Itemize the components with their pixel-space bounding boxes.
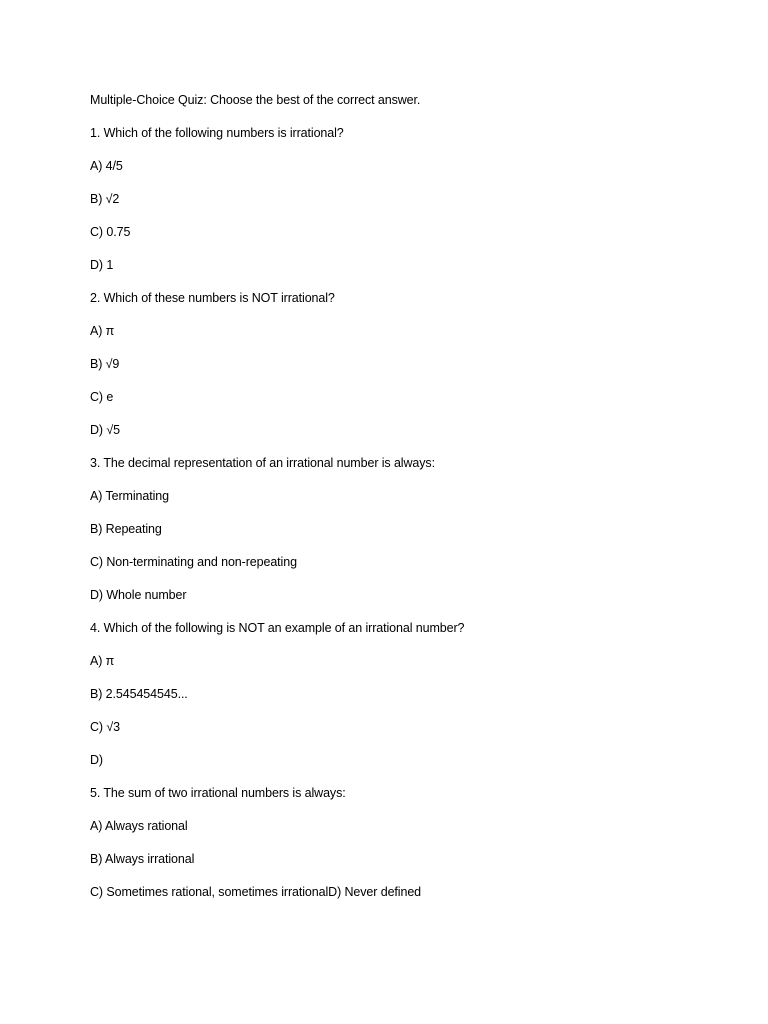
question-5: 5. The sum of two irrational numbers is always: <box>90 786 346 800</box>
question-2-option-b: B) √9 <box>90 357 120 371</box>
question-1-option-c: C) 0.75 <box>90 225 131 239</box>
question-2: 2. Which of these numbers is NOT irrational? <box>90 291 335 305</box>
question-4-option-d: D) <box>90 753 103 767</box>
question-5-option-a: A) Always rational <box>90 819 188 833</box>
question-3: 3. The decimal representation of an irrational number is always: <box>90 456 435 470</box>
question-4: 4. Which of the following is NOT an example of an irrational number? <box>90 621 465 635</box>
quiz-instructions: Multiple-Choice Quiz: Choose the best of the correct answer. <box>90 93 421 107</box>
question-2-option-d: D) √5 <box>90 423 120 437</box>
question-3-option-d: D) Whole number <box>90 588 187 602</box>
question-4-option-b: B) 2.545454545... <box>90 687 188 701</box>
question-1-option-a: A) 4/5 <box>90 159 123 173</box>
document-body <box>90 92 690 917</box>
question-2-option-c: C) e <box>90 390 114 404</box>
question-4-option-c: C) √3 <box>90 720 120 734</box>
question-1-option-d: D) 1 <box>90 258 114 272</box>
question-5-option-c: C) Sometimes rational, sometimes irrationalD) Never defined <box>90 885 422 899</box>
question-4-option-a: A) π <box>90 654 115 668</box>
question-2-option-a: A) π <box>90 324 115 338</box>
question-5-option-b: B) Always irrational <box>90 852 195 866</box>
question-1: 1. Which of the following numbers is irrational? <box>90 126 344 140</box>
question-3-option-c: C) Non-terminating and non-repeating <box>90 555 297 569</box>
question-3-option-a: A) Terminating <box>90 489 169 503</box>
question-1-option-b: B) √2 <box>90 192 120 206</box>
question-3-option-b: B) Repeating <box>90 522 162 536</box>
